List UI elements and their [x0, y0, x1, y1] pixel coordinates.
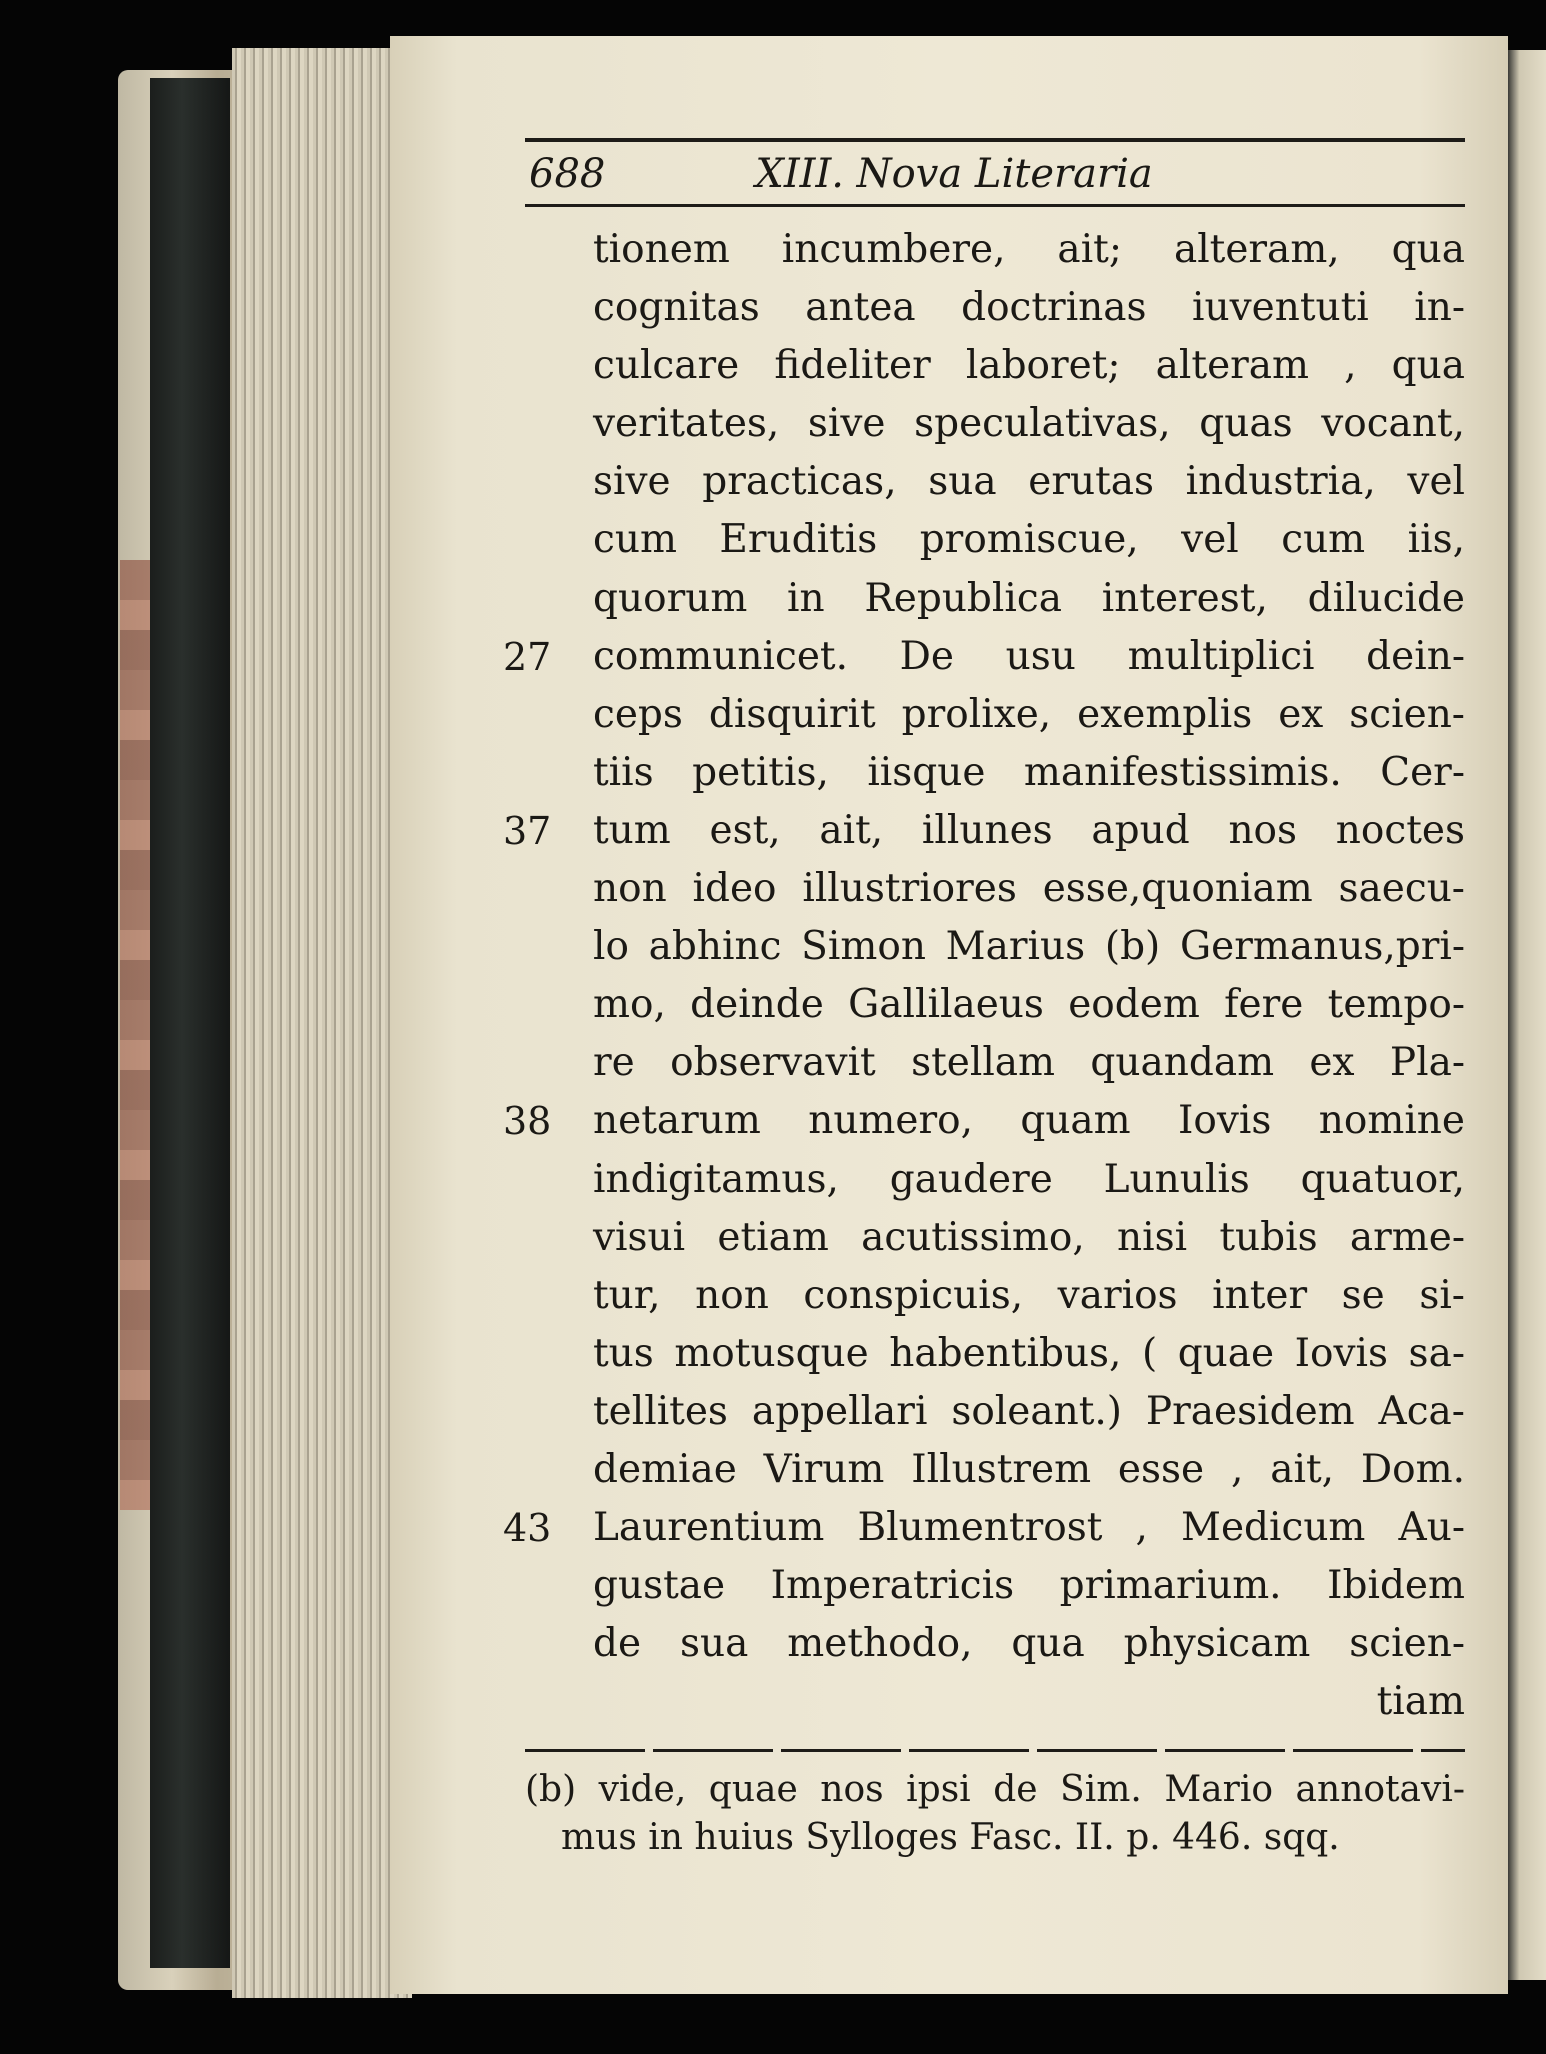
page-number: 688: [529, 151, 606, 197]
marginal-number: 27: [503, 634, 552, 679]
line-text: Laurentium Blumentrost , Medicum Au-: [593, 1505, 1465, 1551]
page-edges: [232, 48, 412, 1998]
text-line: [525, 1557, 1465, 1615]
line-text: non ideo illustriores esse,quoniam saecu-: [593, 866, 1465, 912]
body-text: [503, 221, 1465, 1731]
line-text: mo, deinde Gallilaeus eodem fere tempo-: [593, 982, 1465, 1028]
line-text: de sua methodo, qua physicam scien-: [593, 1621, 1465, 1667]
text-line: [525, 918, 1465, 976]
footnote: [525, 1766, 1465, 1862]
line-text: lo abhinc Simon Marius (b) Germanus,pri-: [593, 924, 1465, 970]
text-line: [503, 628, 1465, 686]
text-line: [503, 1092, 1465, 1150]
line-text: tur, non conspicuis, varios inter se si-: [593, 1272, 1465, 1318]
line-text: ceps disquirit prolixe, exemplis ex scien-: [593, 691, 1465, 737]
text-line: [525, 1267, 1465, 1325]
text-line: [525, 1441, 1465, 1499]
text-line: [525, 1383, 1465, 1441]
book-spine: [150, 78, 230, 1968]
text-line: [525, 221, 1465, 279]
text-line: [525, 570, 1465, 628]
text-line: [525, 395, 1465, 453]
footnote-line: (b) vide, quae nos ipsi de Sim. Mario annotavi-: [525, 1769, 1465, 1811]
cover-marbling: [120, 560, 150, 1510]
text-line: [525, 744, 1465, 802]
facing-page-edge: [1508, 50, 1546, 1980]
line-text: tum est, ait, illunes apud nos noctes: [593, 807, 1465, 853]
text-line: [525, 860, 1465, 918]
running-header: [525, 142, 1465, 204]
line-text: tellites appellari soleant.) Praesidem Aca-: [593, 1388, 1465, 1434]
footnote-rule: [525, 1749, 1465, 1752]
line-text: tus motusque habentibus, ( quae Iovis sa-: [593, 1330, 1465, 1376]
running-title: XIII. Nova Literaria: [755, 151, 1153, 197]
text-line: [525, 976, 1465, 1034]
line-text: communicet. De usu multiplici dein-: [593, 633, 1465, 679]
line-text: tiis petitis, iisque manifestissimis. Cer-: [593, 749, 1465, 795]
line-text: cum Eruditis promiscue, vel cum iis,: [593, 517, 1465, 563]
line-text: sive practicas, sua erutas industria, vel: [593, 459, 1465, 505]
text-line: [503, 1499, 1465, 1557]
text-line: [525, 686, 1465, 744]
line-text: gustae Imperatricis primarium. Ibidem: [593, 1563, 1465, 1609]
text-line: [525, 1151, 1465, 1209]
line-text: indigitamus, gaudere Lunulis quatuor,: [593, 1156, 1465, 1202]
text-line: [525, 1615, 1465, 1673]
marginal-number: 38: [503, 1099, 552, 1144]
line-text: veritates, sive speculativas, quas vocant,: [593, 401, 1465, 447]
text-line: [503, 802, 1465, 860]
line-text: cognitas antea doctrinas iuventuti in-: [593, 285, 1465, 331]
text-line: [525, 1325, 1465, 1383]
line-text: netarum numero, quam Iovis nomine: [593, 1098, 1465, 1144]
line-text: re observavit stellam quandam ex Pla-: [593, 1040, 1465, 1086]
line-text: demiae Virum Illustrem esse , ait, Dom.: [593, 1446, 1465, 1492]
text-line: [525, 279, 1465, 337]
footnote-line: mus in huius Sylloges Fasc. II. p. 446. sqq.: [561, 1817, 1340, 1859]
text-line: [525, 1034, 1465, 1092]
text-line: [525, 511, 1465, 569]
line-text: tiam: [1376, 1679, 1465, 1725]
text-line: [525, 337, 1465, 395]
line-text: tionem incumbere, ait; alteram, qua: [593, 227, 1465, 272]
text-line: [525, 1209, 1465, 1267]
text-line: [525, 1673, 1465, 1731]
line-text: visui etiam acutissimo, nisi tubis arme-: [593, 1214, 1465, 1260]
line-text: quorum in Republica interest, dilucide: [593, 575, 1465, 621]
text-line: [525, 453, 1465, 511]
marginal-number: 43: [503, 1506, 552, 1551]
header-rule-bottom: [525, 204, 1465, 207]
page-content: [503, 138, 1465, 1862]
marginal-number: 37: [503, 808, 552, 853]
line-text: culcare fideliter laboret; alteram , qua: [593, 343, 1465, 389]
